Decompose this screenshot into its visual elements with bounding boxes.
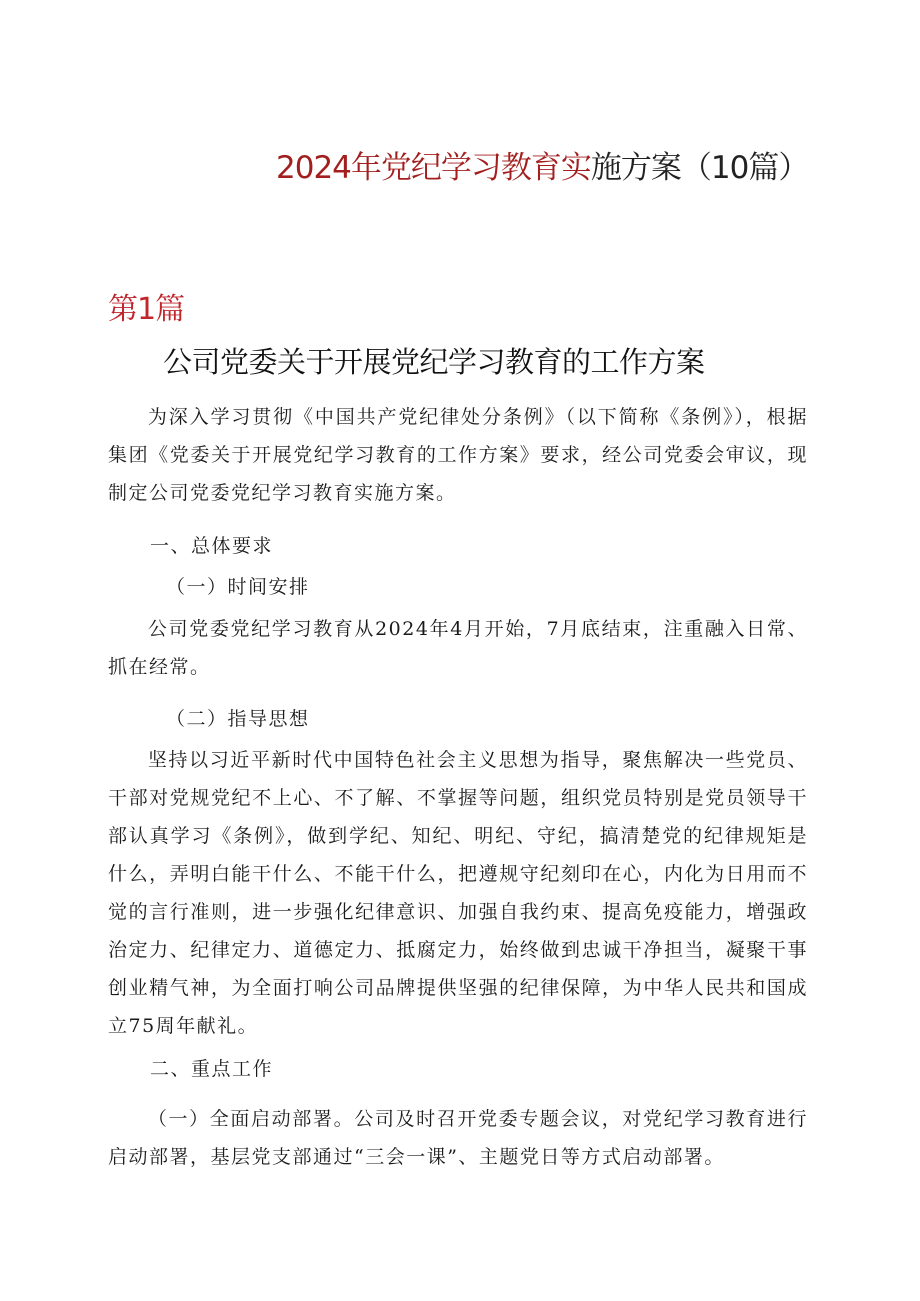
section-1-sub-2-paragraph: 坚持以习近平新时代中国特色社会主义思想为指导，聚焦解决一些党员、干部对党规党纪不上心、不了解、不掌握等问题，组织党员特别是党员领导干部认真学习《条例》，做到学纪、知纪、明纪、守纪，搞清楚党的纪律规矩是什么，弄明白能干什么、不能干什么，把遵规守纪刻印在心，内化为日用而不觉的言行准则，进一步强化纪律意识、加强自我约束、提高免疫能力，增强政治定力、纪律定力、道德定力、抵腐定力，始终做到忠诚干净担当，凝聚干事创业精气神，为全面打响公司品牌提供坚强的纪律保障，为中华人民共和国成立75周年献礼。: [108, 749, 808, 1037]
section-1-sub-1-paragraph: 公司党委党纪学习教育从2024年4月开始，7月底结束，注重融入日常、抓在经常。: [108, 618, 808, 678]
section-1-sub-1-heading: （一）时间安排: [166, 576, 310, 598]
section-title: 公司党委关于开展党纪学习教育的工作方案: [163, 345, 705, 379]
intro-paragraph: 为深入学习贯彻《中国共产党纪律处分条例》（以下简称《条例》），根据集团《党委关于开展党纪学习教育的工作方案》要求，经公司党委会审议，现制定公司党委党纪学习教育实施方案。: [108, 406, 808, 504]
document-title-red-part: 2024年党纪学习教育实: [276, 150, 591, 186]
document-title: [276, 142, 808, 187]
section-1-sub-2-heading: （二）指导思想: [166, 708, 310, 730]
section-2-item-1-paragraph: （一）全面启动部署。公司及时召开党委专题会议，对党纪学习教育进行启动部署，基层党支部通过“三会一课”、主题党日等方式启动部署。: [108, 1108, 808, 1168]
document-title-dark-part: 施方案（10篇）: [590, 150, 809, 186]
section-2-heading: 二、重点工作: [150, 1058, 274, 1080]
section-1-heading: 一、总体要求: [150, 535, 274, 557]
chapter-label: 第1篇: [108, 292, 185, 327]
